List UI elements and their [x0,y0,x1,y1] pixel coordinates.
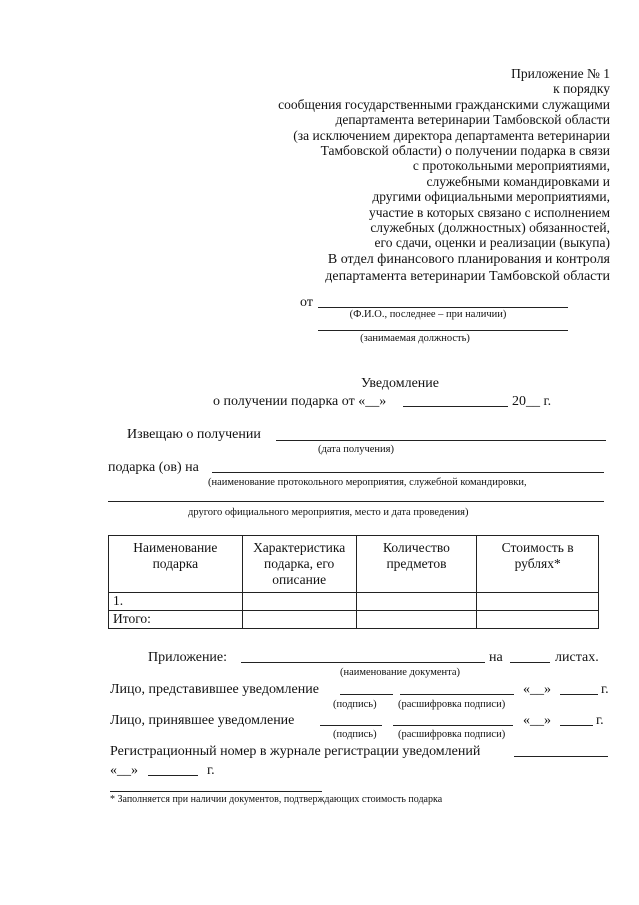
table-cell[interactable] [242,593,356,611]
presenter-decoding-hint: (расшифровка подписи) [398,699,506,710]
position-hint: (занимаемая должность) [360,333,470,344]
receiver-label: Лицо, принявшее уведомление [110,713,295,728]
appendix-line: к порядку [553,81,610,97]
position-field[interactable] [318,330,568,331]
receipt-date-hint: (дата получения) [318,444,394,455]
table-cell[interactable] [477,611,599,629]
appendix-line: департамента ветеринарии Тамбовской области [335,112,610,128]
table-row-total [109,611,599,629]
title-date-field[interactable] [403,406,508,407]
notify-label: Извещаю о получении [127,427,261,442]
table-cell: Итого: [109,611,243,629]
appendix-line: его сдачи, оценки и реализации (выкупа) [374,235,610,251]
event-field-line2[interactable] [108,501,604,502]
recipient-department-line2: департамента ветеринарии Тамбовской области [325,269,610,284]
recipient-department: В отдел финансового планирования и контроля [327,252,610,267]
presenter-date-open: «__» [523,682,551,697]
registration-number-field[interactable] [514,756,608,757]
registration-year-suffix: г. [207,763,215,778]
attachment-label: Приложение: [148,650,228,665]
receipt-date-field[interactable] [276,440,606,441]
receiver-decoding-field[interactable] [393,725,513,726]
appendix-line: с протокольными мероприятиями, [412,158,610,174]
fio-hint: (Ф.И.О., последнее – при наличии) [349,309,507,320]
footnote-divider [110,791,322,792]
registration-date-field[interactable] [148,775,198,776]
presenter-label: Лицо, представившее уведомление [110,682,319,697]
sheets-count-field[interactable] [510,662,550,663]
event-hint-line1: (наименование протокольного мероприятия, служебной командировки, [208,477,527,488]
appendix-title: Приложение № 1 [511,66,610,81]
appendix-line: служебными командировками и [426,173,610,189]
table-row [109,593,599,611]
event-field[interactable] [212,472,604,473]
presenter-decoding-field[interactable] [400,694,514,695]
footnote: * Заполняется при наличии документов, подтверждающих стоимость подарка [110,794,443,805]
gifts-table [108,535,599,629]
event-hint-line2: другого официального мероприятия, место и дата проведения) [188,507,469,518]
receiver-signature-field[interactable] [320,725,382,726]
receiver-date-field[interactable] [560,725,593,726]
presenter-signature-field[interactable] [340,694,393,695]
table-cell[interactable]: 1. [109,593,243,611]
column-header: Количество предметов [356,536,477,593]
document-name-hint: (наименование документа) [339,667,461,678]
registration-label: Регистрационный номер в журнале регистрации уведомлений [110,744,481,759]
appendix-line: служебных (должностных) обязанностей, [370,220,610,236]
table-cell[interactable] [356,611,477,629]
appendix-line: (за исключением директора департамента ветеринарии [293,127,610,143]
receiver-date-open: «__» [523,713,551,728]
appendix-line: другими официальными мероприятиями, [372,189,610,205]
sheets-label: листах. [555,650,599,665]
title-year: 20__ г. [512,394,552,409]
receiver-year-suffix: г. [596,713,604,728]
appendix-header [220,66,610,251]
table-cell[interactable] [242,611,356,629]
attachment-on-label: на [489,650,503,665]
column-header: Стоимость в рублях* [477,536,599,593]
presenter-year-suffix: г. [601,682,609,697]
title-date-prefix: о получении подарка от «__» [213,394,387,409]
attachment-field[interactable] [241,662,485,663]
presenter-signature-hint: (подпись) [333,699,377,710]
document-title: Уведомление [360,376,439,391]
registration-date-open: «__» [110,763,138,778]
from-label: от [300,295,313,310]
table-cell[interactable] [356,593,477,611]
appendix-line: Тамбовской области) о получении подарка в связи [320,143,610,159]
appendix-line: сообщения государственными гражданскими служащими [278,96,610,112]
appendix-line: участие в которых связано с исполнением [368,204,610,220]
column-header: Наименование подарка [109,536,243,593]
receiver-signature-hint: (подпись) [333,729,377,740]
table-cell[interactable] [477,593,599,611]
column-header: Характеристика подарка, его описание [242,536,356,593]
receiver-decoding-hint: (расшифровка подписи) [398,729,506,740]
table-header-row [109,536,599,593]
presenter-date-field[interactable] [560,694,598,695]
fio-field[interactable] [318,307,568,308]
gift-label: подарка (ов) на [108,460,199,475]
